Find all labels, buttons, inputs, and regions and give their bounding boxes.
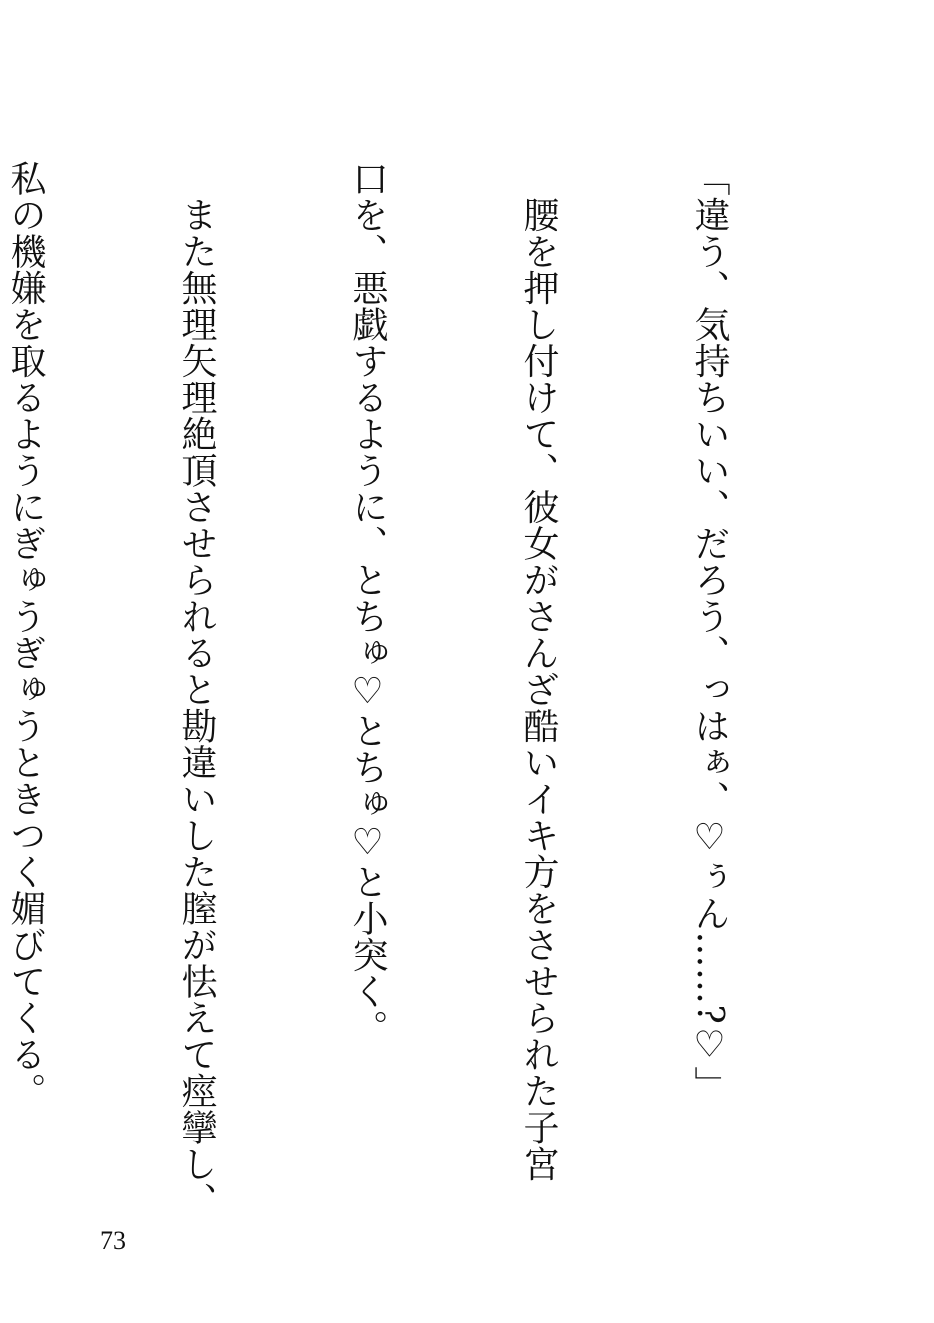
vertical-text-block [0, 160, 852, 1219]
text-line: 「違う、気持ちいい、だろう、っはぁ、♡ぅん……?♡」 [689, 160, 730, 1103]
text-line: 口を、悪戯するように、とちゅ♡とちゅ♡と小突く。 [347, 160, 388, 1046]
text-line: また無理矢理絶頂させられると勘違いした膣が怯えて痙攣し、 [176, 160, 217, 1219]
page-number: 73 [100, 1226, 126, 1255]
text-line: 私の機嫌を取るようにぎゅうぎゅうときつく媚びてくる。 [5, 160, 46, 1109]
text-line: 腰を押し付けて、彼女がさんざ酷いイキ方をさせられた子宮 [518, 160, 559, 1182]
